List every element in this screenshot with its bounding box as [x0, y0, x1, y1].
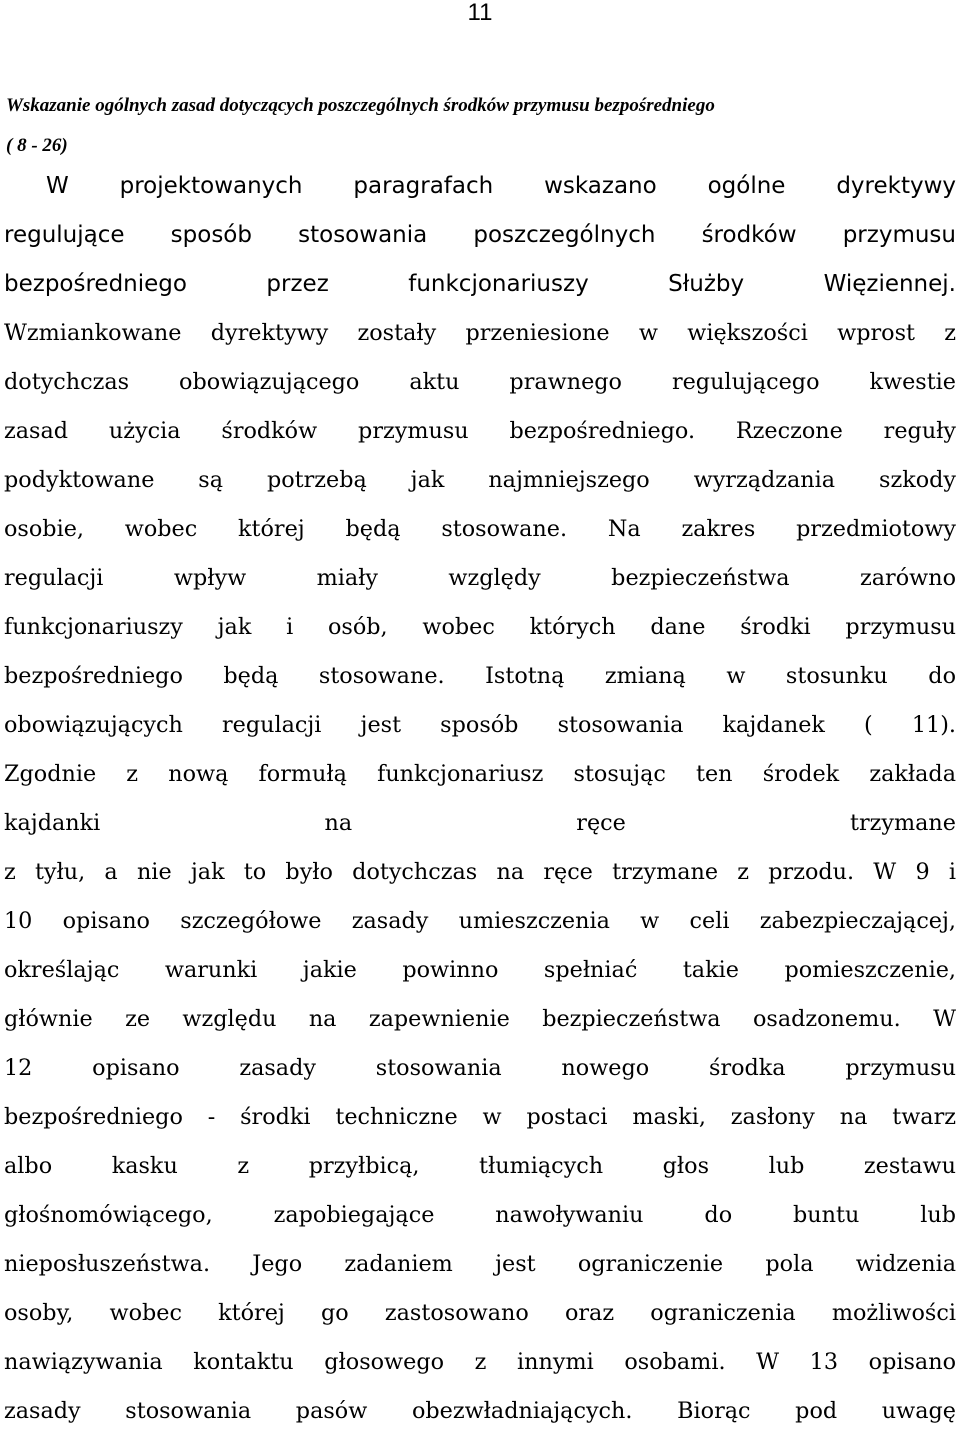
page-number: 11	[467, 0, 493, 26]
body-line: bezpośredniego przez funkcjonariuszy Służby Więziennej.	[4, 271, 956, 297]
body-line: zasad użycia środków przymusu bezpośredniego. Rzeczone reguły	[4, 418, 956, 444]
body-paragraph	[4, 162, 956, 1436]
body-line: obowiązujących regulacji jest sposób stosowania kajdanek ( 11).	[4, 712, 956, 738]
section-heading-line-1: Wskazanie ogólnych zasad dotyczących poszczególnych środków przymusu bezpośredniego	[6, 95, 715, 116]
body-line: 12 opisano zasady stosowania nowego środka przymusu	[4, 1055, 956, 1081]
body-line: nawiązywania kontaktu głosowego z innymi osobami. W 13 opisano	[4, 1349, 956, 1375]
body-line: regulacji wpływ miały względy bezpieczeństwa zarówno	[4, 565, 956, 591]
body-line: dotychczas obowiązującego aktu prawnego regulującego kwestie	[4, 369, 956, 395]
body-line: określając warunki jakie powinno spełniać takie pomieszczenie,	[4, 957, 956, 983]
body-line: osobie, wobec której będą stosowane. Na zakres przedmiotowy	[4, 516, 956, 542]
body-line: głośnomówiącego, zapobiegające nawoływaniu do buntu lub	[4, 1202, 956, 1228]
section-heading-line-2: ( 8 - 26)	[6, 135, 68, 156]
body-line: podyktowane są potrzebą jak najmniejszego wyrządzania szkody	[4, 467, 956, 493]
body-line: Zgodnie z nową formułą funkcjonariusz stosując ten środek zakłada	[4, 761, 956, 787]
body-line: Wzmiankowane dyrektywy zostały przeniesione w większości wprost z	[4, 320, 956, 346]
body-line: albo kasku z przyłbicą, tłumiących głos lub zestawu	[4, 1153, 956, 1179]
body-line: osoby, wobec której go zastosowano oraz ograniczenia możliwości	[4, 1300, 956, 1326]
body-line: głównie ze względu na zapewnienie bezpieczeństwa osadzonemu. W	[4, 1006, 956, 1032]
body-line: z tyłu, a nie jak to było dotychczas na ręce trzymane z przodu. W 9 i	[4, 859, 956, 885]
body-line: kajdanki na ręce trzymane	[4, 810, 956, 836]
body-line: bezpośredniego będą stosowane. Istotną zmianą w stosunku do	[4, 663, 956, 689]
body-line: regulujące sposób stosowania poszczególnych środków przymusu	[4, 222, 956, 248]
body-line: funkcjonariuszy jak i osób, wobec których dane środki przymusu	[4, 614, 956, 640]
body-line: 10 opisano szczegółowe zasady umieszczenia w celi zabezpieczającej,	[4, 908, 956, 934]
body-line: bezpośredniego - środki techniczne w postaci maski, zasłony na twarz	[4, 1104, 956, 1130]
body-line: nieposłuszeństwa. Jego zadaniem jest ograniczenie pola widzenia	[4, 1251, 956, 1277]
body-line: zasady stosowania pasów obezwładniających. Biorąc pod uwagę	[4, 1398, 956, 1424]
section-heading	[6, 86, 956, 166]
body-line: W projektowanych paragrafach wskazano ogólne dyrektywy	[46, 173, 956, 199]
